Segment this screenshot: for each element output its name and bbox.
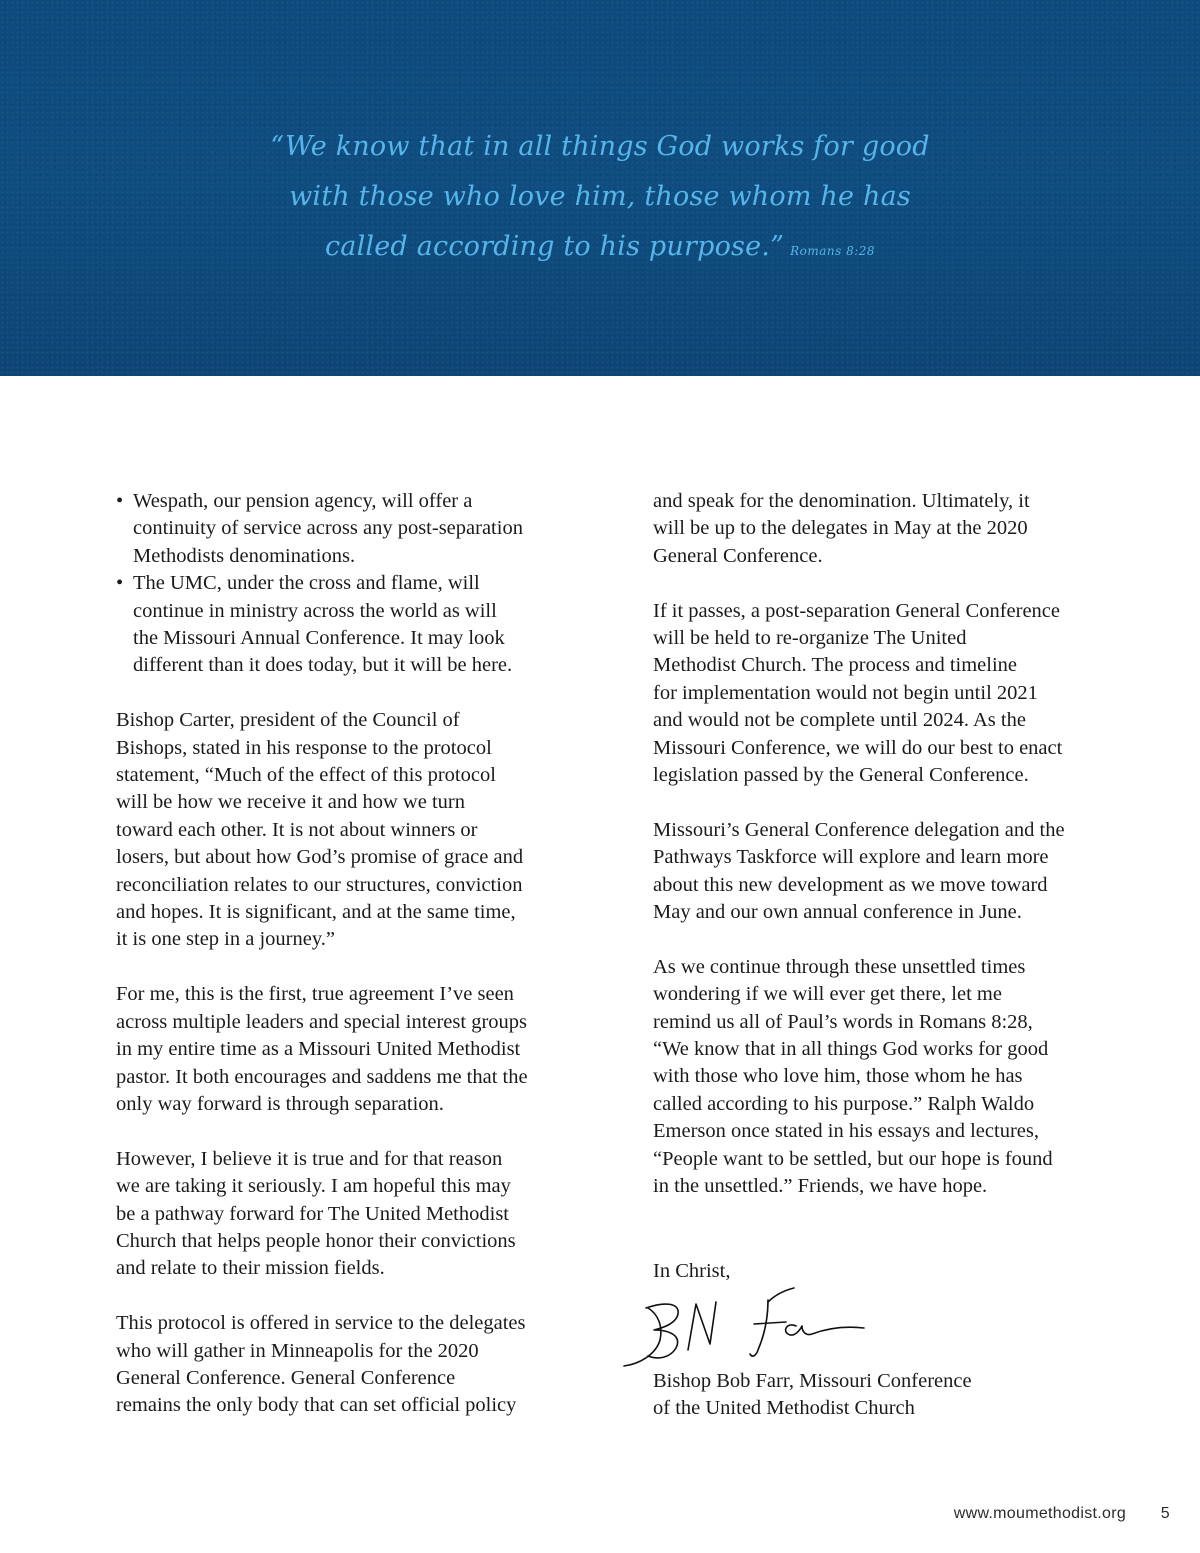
text-line: “People want to be settled, but our hope is found <box>653 1147 1053 1170</box>
text-line: As we continue through these unsettled times <box>653 955 1026 978</box>
text-line: in my entire time as a Missouri United Methodist <box>116 1038 521 1061</box>
bullet-marker: • <box>116 572 124 595</box>
text-line: continuity of service across any post-separation <box>133 517 523 540</box>
text-line: Bishop Carter, president of the Council of <box>116 709 460 732</box>
text-line: Pathways Taskforce will explore and learn more <box>653 846 1049 869</box>
text-line: be a pathway forward for The United Methodist <box>116 1202 509 1225</box>
left-column <box>116 488 556 1447</box>
paragraph-bishop-carter <box>116 707 556 954</box>
verse-line <box>250 222 950 276</box>
text-line: in the unsettled.” Friends, we have hope. <box>653 1175 988 1198</box>
text-line: pastor. It both encourages and saddens me that the <box>116 1065 528 1088</box>
text-line: The UMC, under the cross and flame, will <box>133 572 480 595</box>
text-line: and speak for the denomination. Ultimately, it <box>653 490 1030 512</box>
text-line: and hopes. It is significant, and at the same time, <box>116 901 516 924</box>
text-line: May and our own annual conference in June. <box>653 901 1022 924</box>
bullet-list <box>116 488 556 680</box>
text-line: only way forward is through separation. <box>116 1092 444 1115</box>
text-line: and would not be complete until 2024. As the <box>653 709 1026 732</box>
signer-block <box>653 1368 972 1423</box>
paragraph-first-agreement <box>116 981 556 1118</box>
text-line: statement, “Much of the effect of this protocol <box>116 764 496 787</box>
verse-line: with those who love him, those whom he has <box>289 181 911 212</box>
text-line: toward each other. It is not about winners or <box>116 818 478 841</box>
text-line: reconciliation relates to our structures, conviction <box>116 873 523 896</box>
text-line: Methodists denominations. <box>133 544 356 567</box>
closing-salutation: In Christ, <box>653 1260 731 1282</box>
page-footer <box>954 1505 1170 1523</box>
text-line: across multiple leaders and special interest groups <box>116 1010 528 1033</box>
verse-reference: Romans 8:28 <box>790 244 876 258</box>
text-line: General Conference. <box>653 544 823 567</box>
text-line: wondering if we will ever get there, let me <box>653 983 1002 1006</box>
text-line: If it passes, a post-separation General Conference <box>653 599 1060 622</box>
text-line: General Conference. General Conference <box>116 1366 456 1389</box>
text-line: and relate to their mission fields. <box>116 1257 385 1280</box>
text-line: Church that helps people honor their convictions <box>116 1229 516 1252</box>
paragraph-denomination <box>653 488 1093 570</box>
bullet-marker: • <box>116 490 124 512</box>
text-line: However, I believe it is true and for that reason <box>116 1147 503 1170</box>
text-line: who will gather in Minneapolis for the 2020 <box>116 1339 479 1362</box>
text-line: it is one step in a journey.” <box>116 928 335 951</box>
paragraph-unsettled-times <box>653 954 1093 1201</box>
paragraph-delegation <box>653 817 1093 927</box>
text-line: For me, this is the first, true agreement I’ve seen <box>116 983 514 1006</box>
header-banner <box>0 0 1200 376</box>
text-line: continue in ministry across the world as will <box>133 599 497 622</box>
verse-line-text: called according to his purpose.” <box>324 231 785 262</box>
text-line: the Missouri Annual Conference. It may look <box>133 627 505 650</box>
text-line: Wespath, our pension agency, will offer a <box>133 490 473 512</box>
text-line: will be up to the delegates in May at the 2020 <box>653 517 1028 540</box>
text-line: Methodist Church. The process and timeline <box>653 654 1017 677</box>
text-line: remains the only body that can set official policy <box>116 1394 517 1417</box>
paragraph-if-it-passes <box>653 598 1093 790</box>
scripture-quote <box>250 122 950 276</box>
right-column <box>653 488 1093 1228</box>
text-line: legislation passed by the General Conference. <box>653 764 1029 787</box>
text-line: about this new development as we move toward <box>653 873 1048 896</box>
page-number: 5 <box>1160 1505 1170 1522</box>
signer-name: Bishop Bob Farr, Missouri Conference <box>653 1370 972 1392</box>
signer-affiliation: of the United Methodist Church <box>653 1397 915 1420</box>
text-line: Missouri’s General Conference delegation and the <box>653 818 1065 841</box>
text-line: “We know that in all things God works for good <box>653 1038 1049 1061</box>
text-line: remind us all of Paul’s words in Romans 8:28, <box>653 1010 1033 1033</box>
text-line: with those who love him, those whom he has <box>653 1065 1023 1088</box>
text-line: will be how we receive it and how we turn <box>116 791 465 814</box>
text-line: for implementation would not begin until 2021 <box>653 681 1038 704</box>
text-line: will be held to re-organize The United <box>653 627 967 650</box>
text-line: different than it does today, but it will be here. <box>133 654 513 677</box>
text-line: This protocol is offered in service to the delegates <box>116 1312 526 1335</box>
text-line: losers, but about how God’s promise of grace and <box>116 846 524 869</box>
text-line: Missouri Conference, we will do our best to enact <box>653 736 1063 759</box>
bullet-item <box>116 570 556 680</box>
text-line: we are taking it seriously. I am hopeful this may <box>116 1175 511 1198</box>
text-line: Bishops, stated in his response to the protocol <box>116 736 492 759</box>
paragraph-pathway <box>116 1146 556 1283</box>
text-line: Emerson once stated in his essays and lectures, <box>653 1120 1039 1143</box>
bullet-item <box>116 488 556 570</box>
text-line: called according to his purpose.” Ralph Waldo <box>653 1092 1035 1115</box>
footer-url[interactable]: www.moumethodist.org <box>953 1505 1127 1522</box>
paragraph-protocol-service <box>116 1310 556 1420</box>
verse-line: “We know that in all things God works for good <box>270 131 930 162</box>
signature-image <box>618 1278 868 1372</box>
